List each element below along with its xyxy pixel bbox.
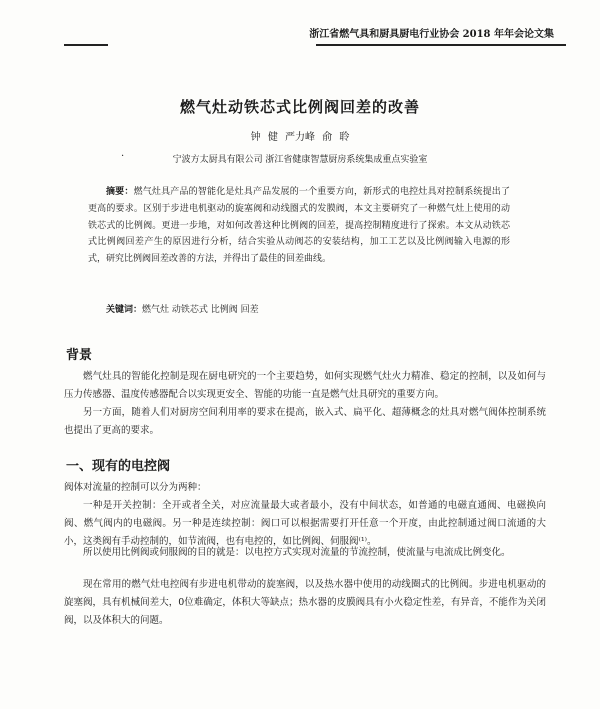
paper-title: 燃气灶动铁芯式比例阀回差的改善 (179, 98, 420, 116)
section1-paragraph-2: 一种是开关控制：全开或者全关，对应流量最大或者最小，没有中间状态，如普通的电磁直通阀、电磁换向阀、燃气阀内的电磁阀。另一种是连续控制：阀口可以根据需要打开任意一个开度，由此控制通过阀口流通的大小，这类阀有手动控制的，如节流阀，也有电控的，如比例阀、伺服阀⁽¹⁾。 (64, 500, 546, 547)
keywords (106, 302, 259, 315)
abstract-text: 燃气灶具产品的智能化是灶具产品发展的一个重要方向，新形式的电控灶具对控制系统提出了更高的要求。区别于步进电机驱动的旋塞阀和动线圈式的发膜阀，本文主要研究了一种燃气灶上使用的动铁芯式的比例阀。更进一步地，对如何改善这种比例阀的回差，提高控制精度进行了探索。本文从动铁芯式比例阀回差产生的原因进行分析，结合实验从动阀芯的安装结构，加工工艺以及比例阀输入电源的形式，研究比例阀回差改善的方法，并得出了最佳的回差曲线。 (88, 187, 510, 265)
abstract (88, 184, 510, 268)
running-header: 浙江省燃气具和厨具厨电行业协会 2018 年年会论文集 (309, 29, 554, 40)
keywords-label: 关键词： (106, 305, 143, 315)
stray-dot: . (121, 148, 125, 159)
keywords-text: 燃气灶 动铁芯式 比例阀 回差 (142, 305, 259, 315)
background-paragraph-2: 另一方面，随着人们对厨房空间利用率的要求在提高，嵌入式、扁平化、超薄概念的灶具对燃气阀体控制系统也提出了更高的要求。 (64, 407, 546, 436)
section-heading-existing-valves: 一、现有的电控阀 (66, 459, 171, 474)
paper-authors: 钟 健 严力峰 俞 聆 (250, 132, 350, 143)
background-paragraph-1: 燃气灶具的智能化控制是现在厨电研究的一个主要趋势，如何实现燃气灶火力精准、稳定的控制，以及如何与压力传感器、温度传感器配合以实现更安全、智能的功能一直是燃气灶具研究的重要方向。 (64, 371, 546, 400)
section1-paragraph-4: 现在常用的燃气灶电控阀有步进电机带动的旋塞阀，以及热水器中使用的动线圈式的比例阀。步进电机驱动的旋塞阀，具有机械间差大，0位难确定，体积大等缺点；热水器的皮膜阀具有小火稳定性差，有异音，不能作为关闭阀，以及体积大的问题。 (64, 579, 546, 626)
section1-paragraph-3: 所以使用比例阀或伺服阀的目的就是：以电控方式实现对流量的节流控制，使流量与电流成比例变化。 (83, 547, 511, 558)
section1-paragraph-1: 阀体对流量的控制可以分为两种： (64, 482, 207, 493)
section-heading-background: 背景 (66, 348, 93, 363)
header-rule-left (64, 44, 108, 46)
header-rule-right (316, 44, 566, 46)
abstract-label: 摘要： (106, 187, 134, 197)
paper-affiliation: 宁波方太厨具有限公司 浙江省健康智慧厨房系统集成重点实验室 (172, 155, 428, 165)
